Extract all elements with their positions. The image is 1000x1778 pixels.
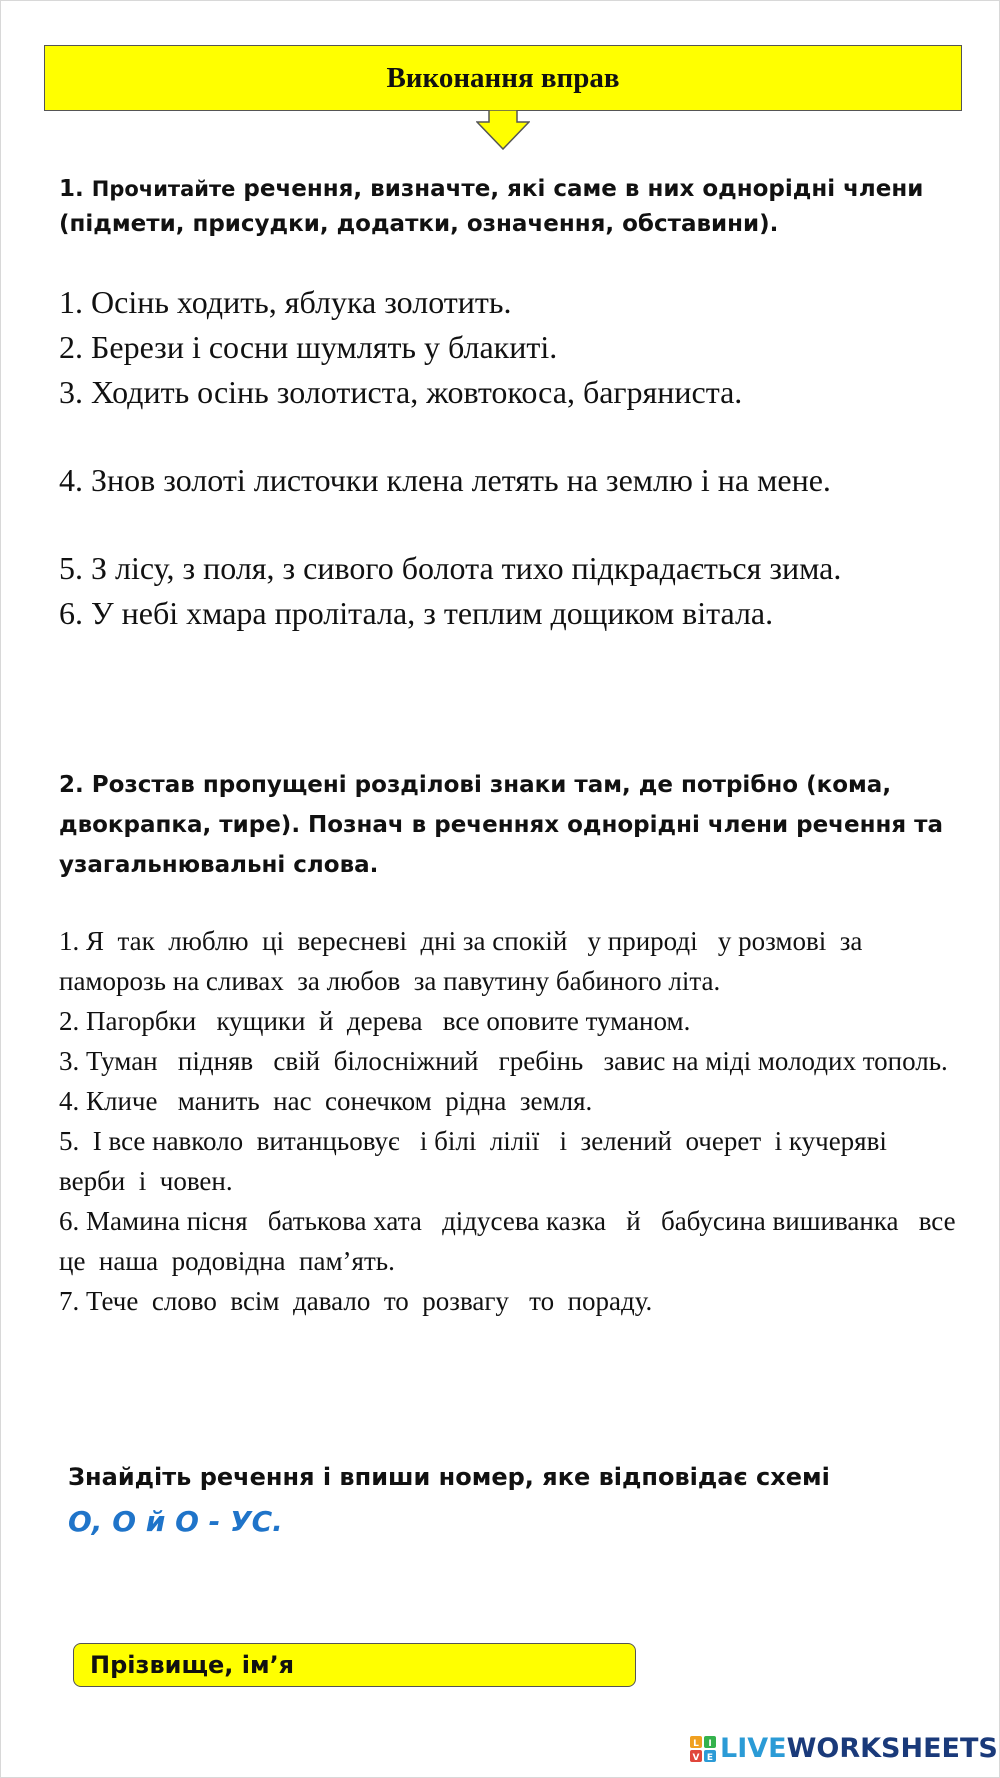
- liveworksheets-logo-icon: [690, 1736, 716, 1762]
- brand-suffix: WORKSHEETS: [786, 1733, 998, 1764]
- task2-sentence: 5. І все навколо витанцьовує і білі лілії і зелений очерет і кучеряві верби і човен.: [59, 1126, 894, 1196]
- task2-sentence: 1. Я так люблю ці вересневі дні за спокій у природі у розмові за паморозь на сливах за любов за павутину бабиного літа.: [59, 926, 870, 996]
- task1-instruction: речення, визначте, які саме в них однорідні члени (підмети, присудки, додатки, означення, обставини).: [59, 176, 924, 237]
- task1-sentence: 6. У небі хмара пролітала, з теплим дощиком вітала.: [59, 595, 774, 631]
- task1-number: 1.: [59, 176, 84, 202]
- logo-letter-i: I: [708, 1738, 712, 1749]
- logo-letter-e: E: [706, 1752, 714, 1762]
- task2-instruction: Розстав пропущені розділові знаки там, де потрібно (кома, двокрапка, тире). Познач в реченнях однорідні члени речення та узагальнювальні слова.: [59, 772, 943, 878]
- task1-sentence: 1. Осінь ходить, яблука золотить.: [59, 284, 512, 320]
- brand-prefix: LIVE: [720, 1733, 787, 1764]
- task1-sentence: 5. З лісу, з поля, з сивого болота тихо підкрадається зима.: [59, 550, 842, 586]
- task1-sentence: 4. Знов золоті листочки клена летять на землю і на мене.: [59, 462, 831, 498]
- logo-letter-v: V: [692, 1752, 700, 1762]
- down-arrow-icon: [476, 110, 530, 150]
- task2-sentence: 4. Кличе манить нас сонечком рідна земля.: [59, 1086, 593, 1116]
- find-sentence-prompt: Знайдіть речення і впиши номер, яке відповідає схемі: [68, 1463, 830, 1491]
- name-field-label: Прізвище, ім’я: [90, 1651, 295, 1679]
- task2-sentence: 6. Мамина пісня батькова хата дідусева казка й бабусина вишиванка все це наша родовідна пам’ять.: [59, 1206, 970, 1276]
- brand-text: [720, 1733, 998, 1764]
- name-field[interactable]: [73, 1643, 636, 1687]
- header-title: Виконання вправ: [386, 61, 620, 94]
- task2-sentence: 7. Тече слово всім давало то розвагу то пораду.: [59, 1286, 653, 1316]
- task2-sentence: 3. Туман підняв свій білосніжний гребінь завис на міді молодих тополь.: [59, 1046, 948, 1076]
- task2-sentence: 2. Пагорбки кущики й дерева все оповите туманом.: [59, 1006, 691, 1036]
- task2-number: 2.: [59, 772, 84, 798]
- scheme-formula: О, О й О - УС.: [68, 1505, 283, 1538]
- logo-letter-l: L: [693, 1738, 699, 1749]
- header-banner: [44, 45, 962, 111]
- task2-sentences: [59, 921, 970, 1321]
- liveworksheets-brand: [690, 1733, 998, 1764]
- task1-lead: Прочитайте: [91, 177, 236, 201]
- task1-sentence: 2. Берези і сосни шумлять у блакиті.: [59, 329, 558, 365]
- task1-heading: [59, 172, 959, 242]
- task1-sentence: 3. Ходить осінь золотиста, жовтокоса, багряниста.: [59, 374, 743, 410]
- task1-sentences: [59, 280, 979, 636]
- task2-heading: [59, 765, 959, 885]
